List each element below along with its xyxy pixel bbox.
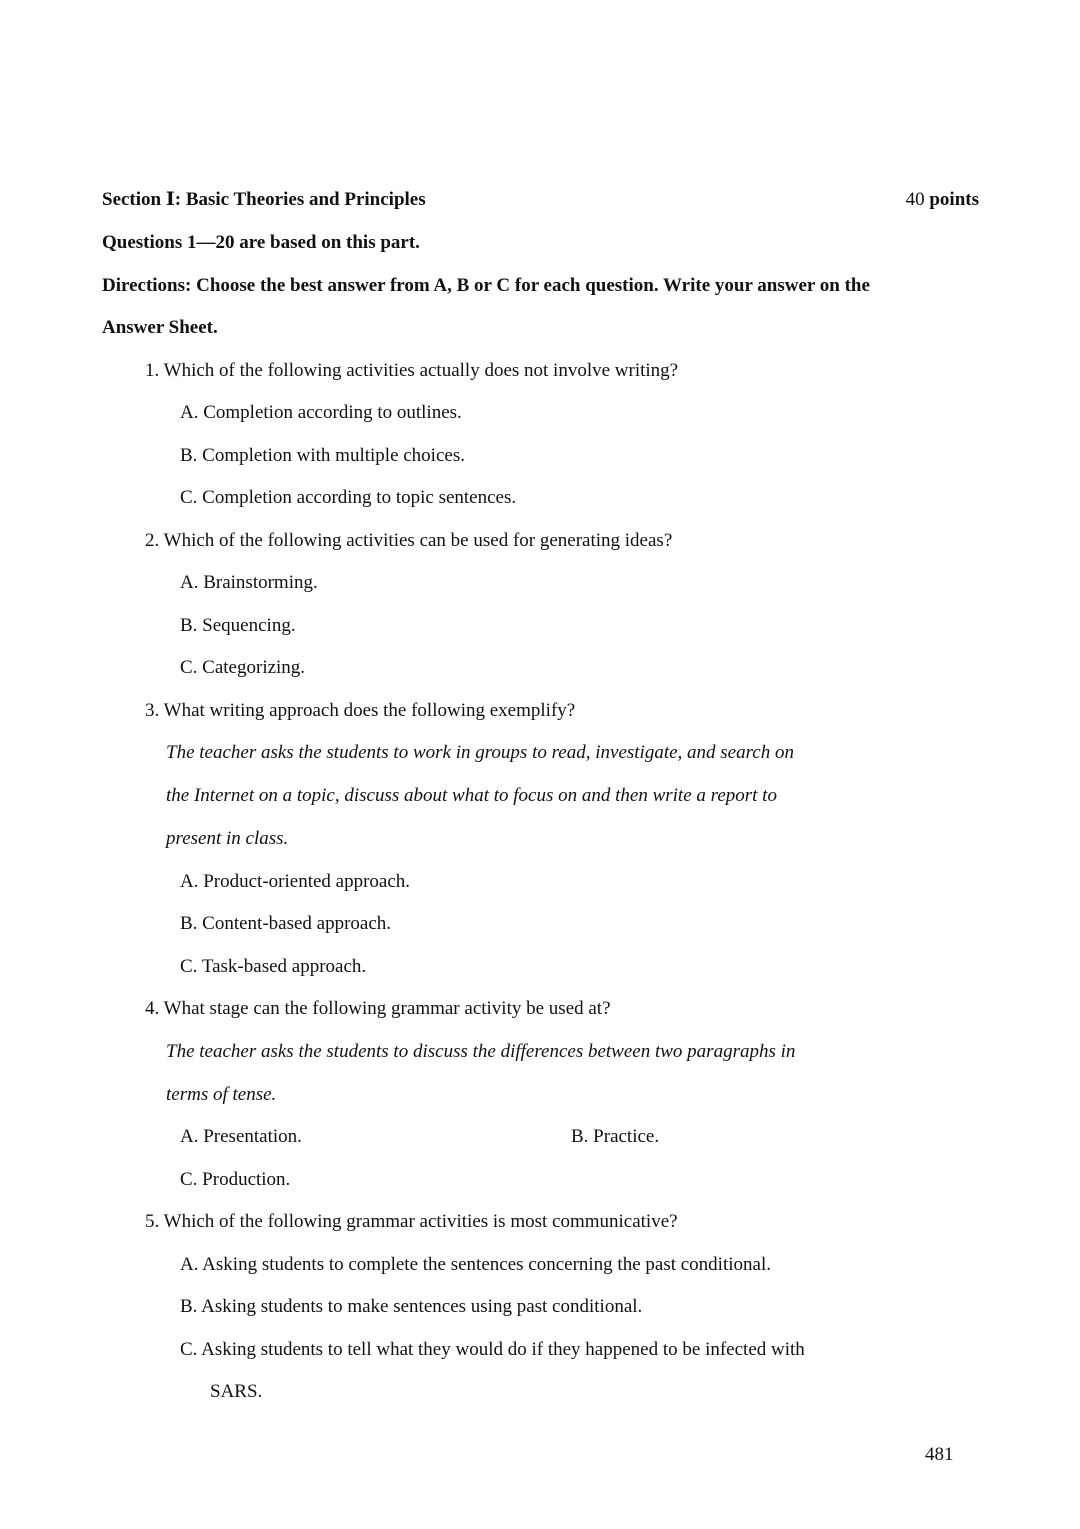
question-3-option-c: C. Task-based approach. [180,956,367,977]
question-2-stem: 2. Which of the following activities can be used for generating ideas? [145,530,673,551]
question-5-stem: 5. Which of the following grammar activities is most communicative? [145,1211,678,1232]
question-2-option-c: C. Categorizing. [180,657,306,678]
question-4-option-b: B. Practice. [571,1126,660,1147]
question-4-scenario-line-2: terms of tense. [166,1084,277,1105]
directions-line-1: Directions: Choose the best answer from A, B or C for each question. Write your answer on the [102,275,870,296]
question-1-stem: 1. Which of the following activities actually does not involve writing? [145,360,679,381]
question-1-option-a: A. Completion according to outlines. [180,402,462,423]
question-3-option-a: A. Product-oriented approach. [180,871,411,892]
points-label: points [929,189,979,210]
question-5-option-c: C. Asking students to tell what they would do if they happened to be infected with [180,1339,805,1360]
question-5-option-c-continuation: SARS. [210,1381,263,1402]
question-3-scenario-line-3: present in class. [166,828,289,849]
directions-line-2: Answer Sheet. [102,317,218,338]
question-5-option-a: A. Asking students to complete the sentences concerning the past conditional. [180,1254,771,1275]
questions-note: Questions 1—20 are based on this part. [102,232,420,253]
question-2-option-b: B. Sequencing. [180,615,296,636]
section-points [906,188,979,212]
question-3-option-b: B. Content-based approach. [180,913,392,934]
question-4-option-a: A. Presentation. [180,1126,302,1147]
question-4-stem: 4. What stage can the following grammar activity be used at? [145,998,611,1019]
question-4-option-c: C. Production. [180,1169,291,1190]
question-4-scenario-line-1: The teacher asks the students to discuss the differences between two paragraphs in [166,1041,796,1062]
question-3-scenario-line-1: The teacher asks the students to work in groups to read, investigate, and search on [166,742,794,763]
points-value: 40 [905,189,925,210]
question-5-option-b: B. Asking students to make sentences using past conditional. [180,1296,643,1317]
section-title: Section Ⅰ: Basic Theories and Principles [102,189,426,210]
question-3-scenario-line-2: the Internet on a topic, discuss about what to focus on and then write a report to [166,785,777,806]
question-1-option-b: B. Completion with multiple choices. [180,445,465,466]
question-1-option-c: C. Completion according to topic sentences. [180,487,517,508]
question-3-stem: 3. What writing approach does the following exemplify? [145,700,576,721]
page-number: 481 [925,1444,954,1465]
question-2-option-a: A. Brainstorming. [180,572,318,593]
